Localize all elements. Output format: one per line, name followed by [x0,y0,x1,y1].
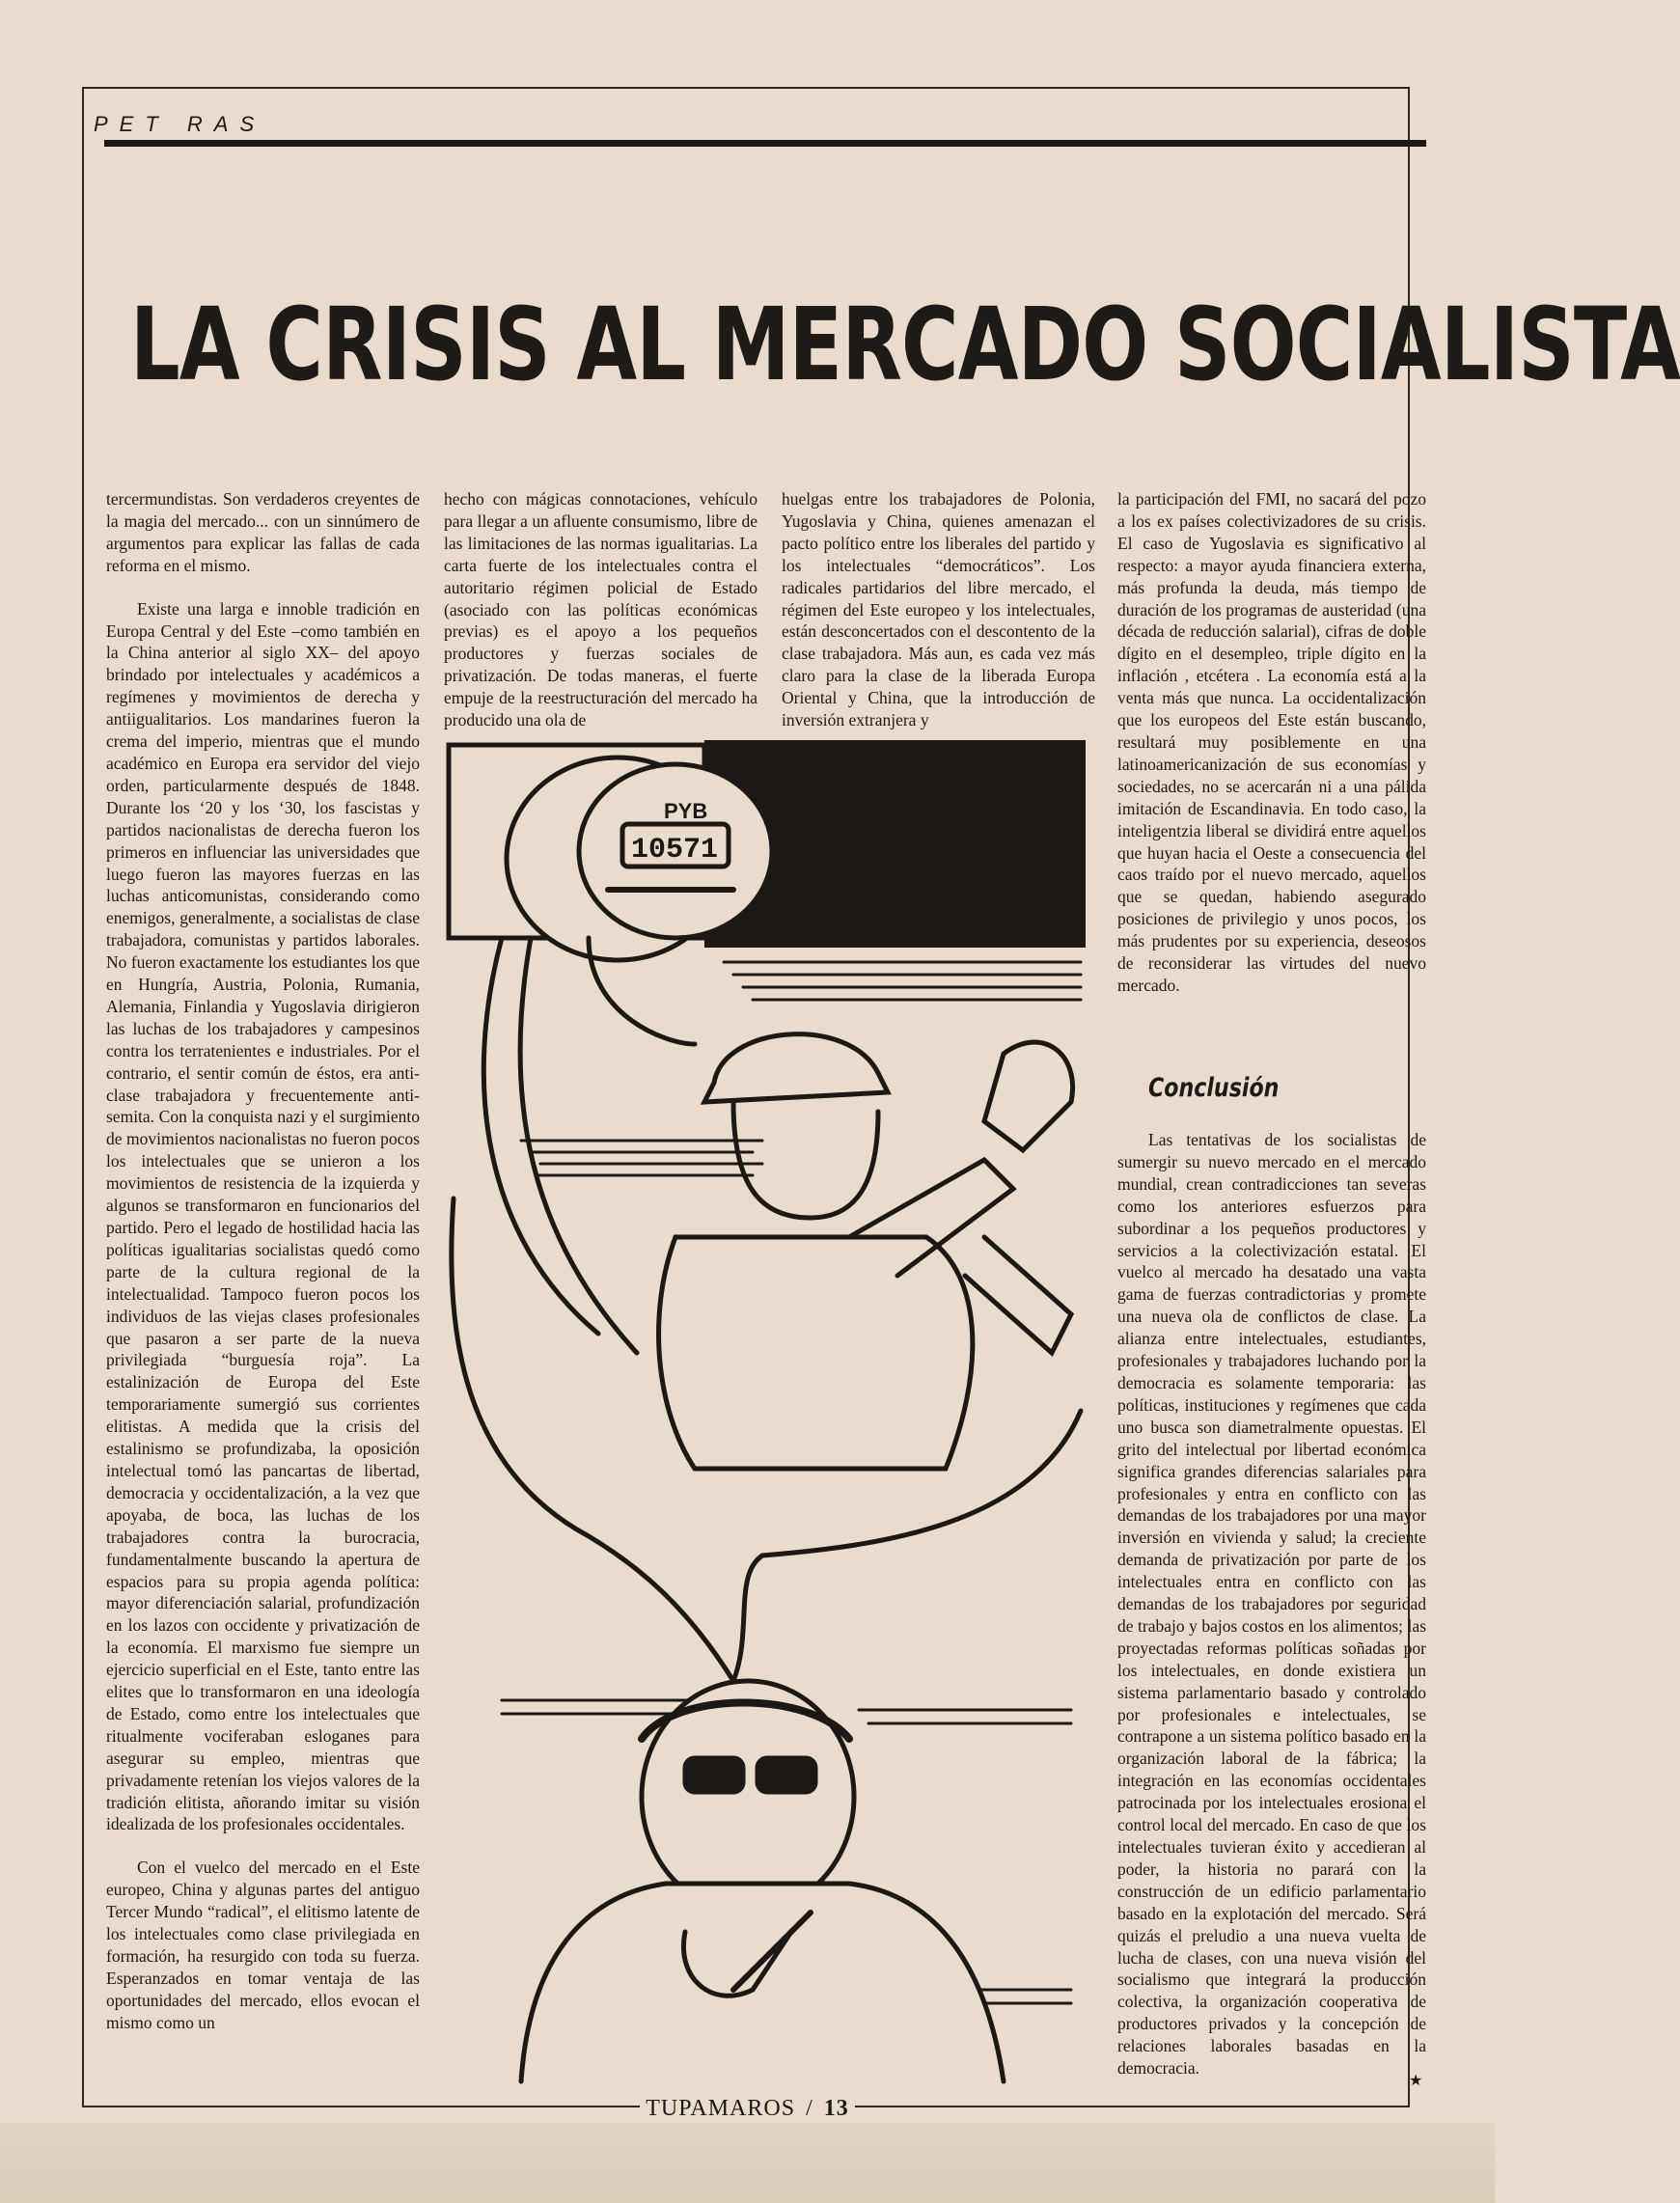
footer-separator: / [802,2096,817,2121]
intellectual-body [521,1884,1004,2081]
cartoon-illustration [444,735,1090,2081]
column-2 [444,488,757,731]
paragraph: hecho con mágicas connotaciones, vehículo para llegar a un afluente consumismo, libre de las limitaciones de las normas igualitarias. La carta fuerte de los intelectuales contra el autoritario régimen policial de Estado (asociado con las políticas económicas previas) es el apoyo a los pequeños productores y fuerzas sociales de privatización. De todas maneras, el fuerte empuje de la reestructuración del mercado ha producido una ola de [444,489,757,730]
publication-name: TUPAMAROS [646,2096,796,2121]
column-1 [106,488,420,2034]
wrench-icon [984,1042,1073,1150]
paragraph: Existe una larga e innoble tradición en Europa Central y del Este –como también en la China anterior al siglo XX– del apoyo brindado por intelectuales y académicos a regímenes y movimientos de derecha y antiigualitarios. Los mandarines fueron la crema del imperio, mientras que el mundo académico en Europa era servidor del viejo orden, particularmente después de 1848. Durante los ‘20 y los ‘30, los fascistas y partidos nacionalistas de derecha fueron los primeros en influenciar las universidades que luego fueron las mayores fuerzas en las luchas anticomunistas, considerando como enemigos, generalmente, a socialistas de clase trabajadora, comunistas y partidos laborales. No fueron exactamente los estudiantes los que en Hungría, Austria, Polonia, Rumania, Alemania, Finlandia y Yugoslavia dirigieron las luchas de los trabajadores y campesinos contra los terratenientes e industriales. Por el contrario, el sentir común de éstos, era anti-clase trabajadora y frecuentemente anti-semita. Con la conquista nazi y el surgimiento de movimientos nacionalistas no fueron pocos los intelectuales que se unieron a los movimientos de resistencia de la izquierda y algunos se transformaron en funcionarios del partido. Pero el legado de hostilidad hacia las políticas igualitarias socialistas quedó como parte de la cultura regional de la intelectualidad. Tampoco fueron pocos los individuos de las viejas clases profesionales que pasaron a ser parte de la nueva privilegiada “burguesía roja”. La estalinización de Europa del Este temporariamente sumergió sus corrientes elitistas. A medida que la crisis del estalinismo se profundizaba, la oposición intelectual tomó las pancartas de libertad, democracia y occidentalización, a la vez que apoyaba, de boca, las luchas de los trabajadores contra la burocracia, fundamentalmente buscando la apertura de espacios para su propia agenda política: mayor diferenciación salarial, profundización en los lazos con occidente y privatización de la economía. El marxismo fue siempre un ejercicio superficial en el Este, tanto entre las elites que lo transformaron en una ideología de Estado, como entre los intelectuales que ritualmente vociferaban esloganes para asegurar su empleo, mientras que privadamente retenían los viejos valores de la tradición elitista, añorando imitar su visión idealizada de los profesionales occidentales. [106,598,420,1834]
page-footer [0,2096,1495,2122]
column-3 [782,488,1095,731]
running-head: PET RAS [94,112,266,136]
conclusion-column [1117,1129,1426,2079]
worker-helmet [704,1034,888,1102]
conclusion-heading: Conclusión [1148,1073,1280,1103]
column-4 [1117,488,1426,997]
paragraph: Con el vuelco del mercado en el Este europeo, China y algunas partes del antiguo Tercer Mundo “radical”, el elitismo latente de los intelectuales como clase privilegiada en formación, ha resurgido con toda su fuerza. Esperanzados en tomar ventaja de las oportunidades del mercado, ellos evocan el mismo como un [106,1858,420,2032]
page-bottom-shadow [0,2123,1495,2203]
paragraph: Las tentativas de los socialistas de sumergir su nuevo mercado en el mercado mundial, crean contradicciones tan severas como los anteriores esfuerzos para subordinar a los pequeños productores y servicios a la colectivización estatal. El vuelco al mercado ha desatado una vasta gama de fuerzas contradictorias y promete una nueva ola de conflictos de clase. La alianza entre intelectuales, estudiantes, profesionales y trabajadores luchando por la democracia es solamente temporaria: las políticas, instituciones y regímenes que cada uno busca son diametralmente opuestas. El grito del intelectual por libertad económica significa grandes diferencias salariales para profesionales y entra en conflicto con las demandas de los trabajadores por una mayor inversión en vivienda y salud; la creciente demanda de privatización por parte de los intelectuales entra en conflicto con las demandas de los trabajadores por seguridad de trabajo y bajos costos en los alimentos; las proyectadas reformas políticas soñadas por los intelectuales, en donde existiera un sistema parlamentario basado y controlado por profesionales e intelectuales, se contrapone a un sistema político basado en la organización laboral de la fábrica; la integración en las economías occidentales patrocinada por los intelectuales erosiona el control local del mercado. En caso de que los intelectuales tuvieran éxito y accedieran al poder, la historia no parará con la construcción de un edificio parlamentario basado en la explotación del mercado. Será quizás el preludio a una nueva vuelta de lucha de clases, con una nueva visión del socialismo que integrará la producción colectiva, la organización cooperativa de productores privados y la concepción de relaciones laborales basadas en la democracia. [1117,1130,1426,2079]
header-rule [104,140,1426,147]
meter-brand: PYB [664,799,708,823]
meter-reading: 10571 [631,834,719,867]
worker-body [659,1237,973,1469]
paragraph: la participación del FMI, no sacará del pozo a los ex países colectivizadores de su crisis. El caso de Yugoslavia es significativo al respecto: a mayor ayuda financiera externa, más profunda la deuda, más tiempo de duración de los programas de austeridad (una década de reducción salarial), cifras de doble dígito en el desempleo, triple dígito en la inflación , etcétera . La economía está a la venta más que nunca. La occidentalización que los europeos del Este están buscando, resultará muy posiblemente en una latinoamericanización de sus economías y sociedades, no se acercarán ni a una pálida imitación de Escandinavia. En todo caso, la inteligentzia liberal se dividirá entre aquellos que huyan hacia el Oeste a consecuencia del caos traído por el nuevo mercado, aquellos que se quedan, habiendo asegurado posiciones de privilegio y unos pocos, los más prudentes por su experiencia, deseosos de reconsiderar las virtudes del nuevo mercado. [1117,489,1426,995]
paragraph: huelgas entre los trabajadores de Polonia, Yugoslavia y China, quienes amenazan el pacto político entre los liberales del partido y los intelectuales “democráticos”. Los radicales partidarios del libre mercado, el régimen del Este europeo y los intelectuales, están desconcertados con el descontento de la clase trabajadora. Más aun, es cada vez más claro para la clase de la liberada Europa Oriental y China, que la introducción de inversión extranjera y [782,489,1095,730]
paragraph: tercermundistas. Son verdaderos creyentes de la magia del mercado... con un sinnúmero de argumentos para explicar las fallas de cada reforma en el mismo. [106,489,420,575]
page-number: 13 [823,2096,849,2121]
end-mark-icon: ★ [1409,2073,1423,2089]
article-headline: LA CRISIS AL MERCADO SOCIALISTA [130,286,1680,403]
